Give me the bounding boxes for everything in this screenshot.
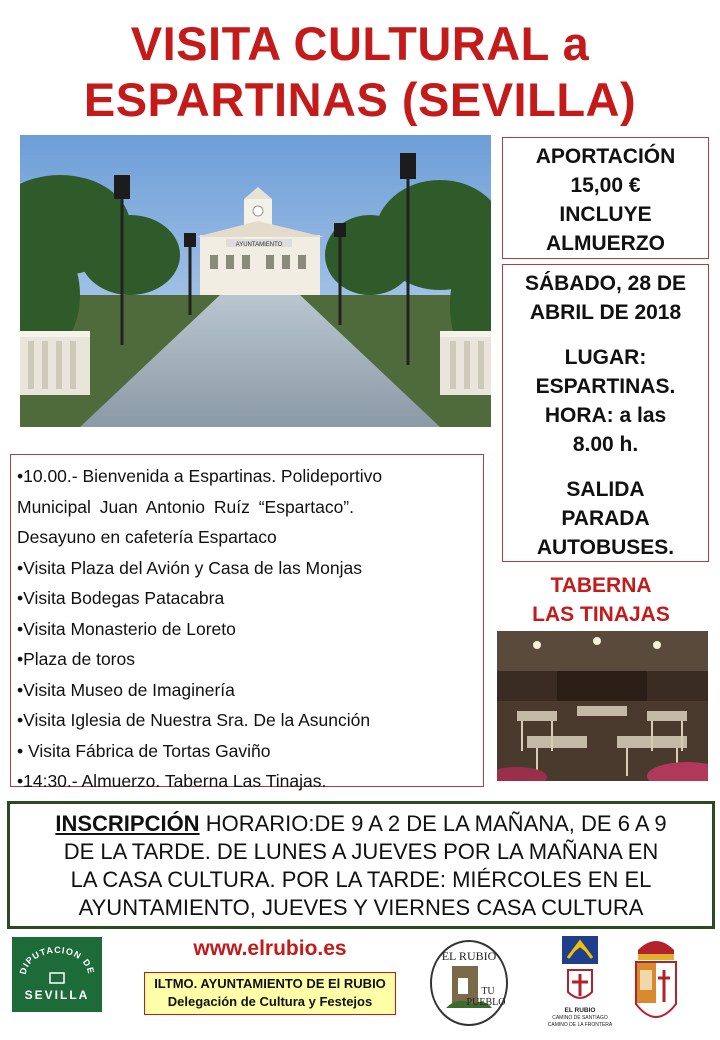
aportacion-line: INCLUYE — [559, 203, 652, 226]
program-item: •Visita Plaza del Avión y Casa de las Monjas — [17, 557, 362, 578]
departure-line: SALIDA — [566, 478, 645, 501]
time-line: 8.00 h. — [572, 433, 639, 456]
program-item: •Visita Monasterio de Loreto — [17, 618, 236, 639]
place-line: ESPARTINAS. — [535, 375, 676, 398]
delegation-name: Delegación de Cultura y Festejos — [167, 994, 373, 1009]
svg-text:CAMINO DE SANTIAGO: CAMINO DE SANTIAGO — [552, 1015, 608, 1021]
inscription-line-4: AYUNTAMIENTO, JUEVES Y VIERNES CASA CULTURA — [78, 895, 644, 920]
svg-text:PUEBLO: PUEBLO — [466, 997, 506, 1008]
inscription-label: INSCRIPCIÓN — [55, 811, 200, 836]
program-item: Desayuno en cafetería Espartaco — [17, 527, 277, 547]
inscription-line-1 — [10, 810, 712, 838]
departure-line: PARADA — [561, 507, 650, 530]
place-line: LUGAR: — [564, 346, 647, 369]
diputacion-name: SEVILLA — [24, 988, 90, 1002]
date-line: ABRIL DE 2018 — [529, 301, 682, 324]
coat-of-arms — [628, 932, 684, 1032]
taberna-photo — [497, 631, 708, 781]
taberna-heading — [495, 571, 707, 629]
title-line-1: VISITA CULTURAL a — [130, 17, 590, 70]
time-line: HORA: a las — [544, 404, 667, 427]
diputacion-logo — [12, 937, 102, 1012]
program-item: •Plaza de toros — [17, 649, 135, 669]
website-link[interactable]: www.elrubio.es — [193, 937, 347, 960]
program-item: •Visita Bodegas Patacabra — [17, 588, 225, 608]
program-item: •10.00.- Bienvenida a Espartinas. Polideportivo — [17, 466, 383, 486]
date-line: SÁBADO, 28 DE — [524, 272, 687, 295]
aportacion-line: APORTACIÓN — [535, 145, 676, 168]
svg-text:DIPUTACION DE: DIPUTACION DE — [17, 944, 97, 976]
camino-santiago-logo — [540, 932, 620, 1032]
program-item: •Visita Iglesia de Nuestra Sra. De la Asunción — [17, 710, 371, 730]
departure-line: AUTOBUSES. — [536, 536, 675, 559]
svg-text:EL RUBIO: EL RUBIO — [441, 949, 497, 963]
el-rubio-tu-pueblo-logo — [428, 938, 510, 1028]
ayuntamiento-name: ILTMO. AYUNTAMIENTO DE El RUBIO — [154, 976, 386, 991]
details-box — [502, 264, 709, 562]
ayuntamiento-box — [144, 972, 396, 1015]
program-item: Municipal Juan Antonio Ruíz “Espartaco”. — [17, 496, 354, 517]
program-item: •14:30.- Almuerzo. Taberna Las Tinajas. — [17, 771, 327, 791]
program-item: •Visita Museo de Imaginería — [17, 679, 235, 700]
svg-text:CAMINO DE LA FRONTERA: CAMINO DE LA FRONTERA — [547, 1022, 613, 1028]
svg-text:TU: TU — [481, 986, 495, 997]
taberna-line: TABERNA — [550, 574, 652, 597]
inscription-box — [7, 801, 715, 929]
inscription-text: HORARIO:DE 9 A 2 DE LA MAÑANA, DE 6 A 9 — [199, 811, 667, 836]
inscription-line-2: DE LA TARDE. DE LUNES A JUEVES POR LA MAÑANA EN — [63, 839, 659, 864]
price: 15,00 € — [570, 174, 641, 197]
title-line-2: ESPARTINAS (SEVILLA) — [83, 73, 637, 126]
inscription-line-3: LA CASA CULTURA. POR LA TARDE: MIÉRCOLES EN EL — [70, 867, 652, 892]
aportacion-line: ALMUERZO — [546, 232, 665, 255]
svg-text:AYUNTAMIENTO: AYUNTAMIENTO — [235, 242, 283, 248]
town-hall-photo — [20, 135, 491, 427]
program-item: • Visita Fábrica de Tortas Gaviño — [17, 740, 271, 761]
svg-text:EL RUBIO: EL RUBIO — [564, 1007, 596, 1014]
aportacion-box — [502, 137, 709, 259]
taberna-line: LAS TINAJAS — [532, 603, 670, 626]
program-list — [10, 454, 484, 791]
